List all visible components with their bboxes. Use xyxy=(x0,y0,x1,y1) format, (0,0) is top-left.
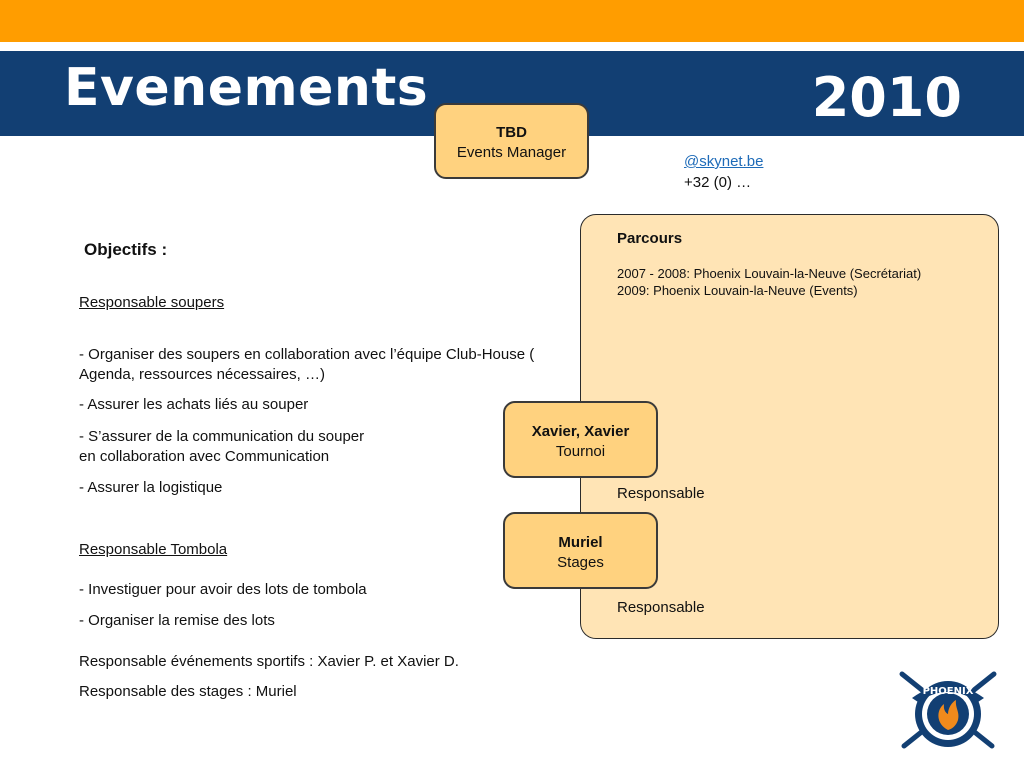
muriel-name: Muriel xyxy=(558,534,603,551)
contact-phone: +32 (0) … xyxy=(684,174,752,191)
closing-line-sports: Responsable événements sportifs : Xavier P. et Xavier D. xyxy=(79,653,459,670)
contact-info xyxy=(684,151,763,193)
muriel-role: Stages xyxy=(557,554,604,571)
soupers-item: - Assurer la logistique xyxy=(79,479,223,496)
parcours-line: 2007 - 2008: Phoenix Louvain-la-Neuve (Secrétariat) xyxy=(617,266,922,281)
contact-email-link[interactable]: @skynet.be xyxy=(684,153,764,170)
tombola-item: - Organiser la remise des lots xyxy=(79,612,275,629)
soupers-heading: Responsable soupers xyxy=(79,294,225,311)
parcours-line: 2009: Phoenix Louvain-la-Neuve (Events) xyxy=(617,283,858,298)
tombola-item: - Investiguer pour avoir des lots de tombola xyxy=(79,581,367,598)
responsable-label-tournoi: Responsable xyxy=(617,485,705,502)
logo-text: PHOENIX xyxy=(922,686,974,697)
parcours-list xyxy=(617,265,921,299)
soupers-item: - Organiser des soupers en collaboration avec l’équipe Club-House ( Agenda, ressources nécessaires, …) xyxy=(79,346,535,383)
page-year: 2010 xyxy=(811,66,962,129)
page-title: Evenements xyxy=(64,58,429,118)
muriel-box xyxy=(503,512,658,589)
soupers-item-line: - S’assurer de la communication du souper xyxy=(79,428,365,445)
separator-band xyxy=(0,42,1024,51)
manager-role: Events Manager xyxy=(456,144,567,161)
objectifs-heading: Objectifs : xyxy=(84,240,168,259)
events-manager-box xyxy=(434,103,589,179)
closing-line-stages: Responsable des stages : Muriel xyxy=(79,683,297,700)
top-orange-band xyxy=(0,0,1024,42)
xavier-box xyxy=(503,401,658,478)
soupers-item xyxy=(79,427,364,467)
phoenix-logo xyxy=(898,668,998,752)
parcours-title: Parcours xyxy=(617,230,683,247)
xavier-name: Xavier, Xavier xyxy=(531,423,630,440)
manager-name: TBD xyxy=(496,124,527,141)
soupers-item-line: en collaboration avec Communication xyxy=(79,448,330,465)
xavier-role: Tournoi xyxy=(555,443,606,460)
responsable-label-stages: Responsable xyxy=(617,599,705,616)
soupers-item: - Assurer les achats liés au souper xyxy=(79,396,309,413)
tombola-heading: Responsable Tombola xyxy=(79,541,228,558)
